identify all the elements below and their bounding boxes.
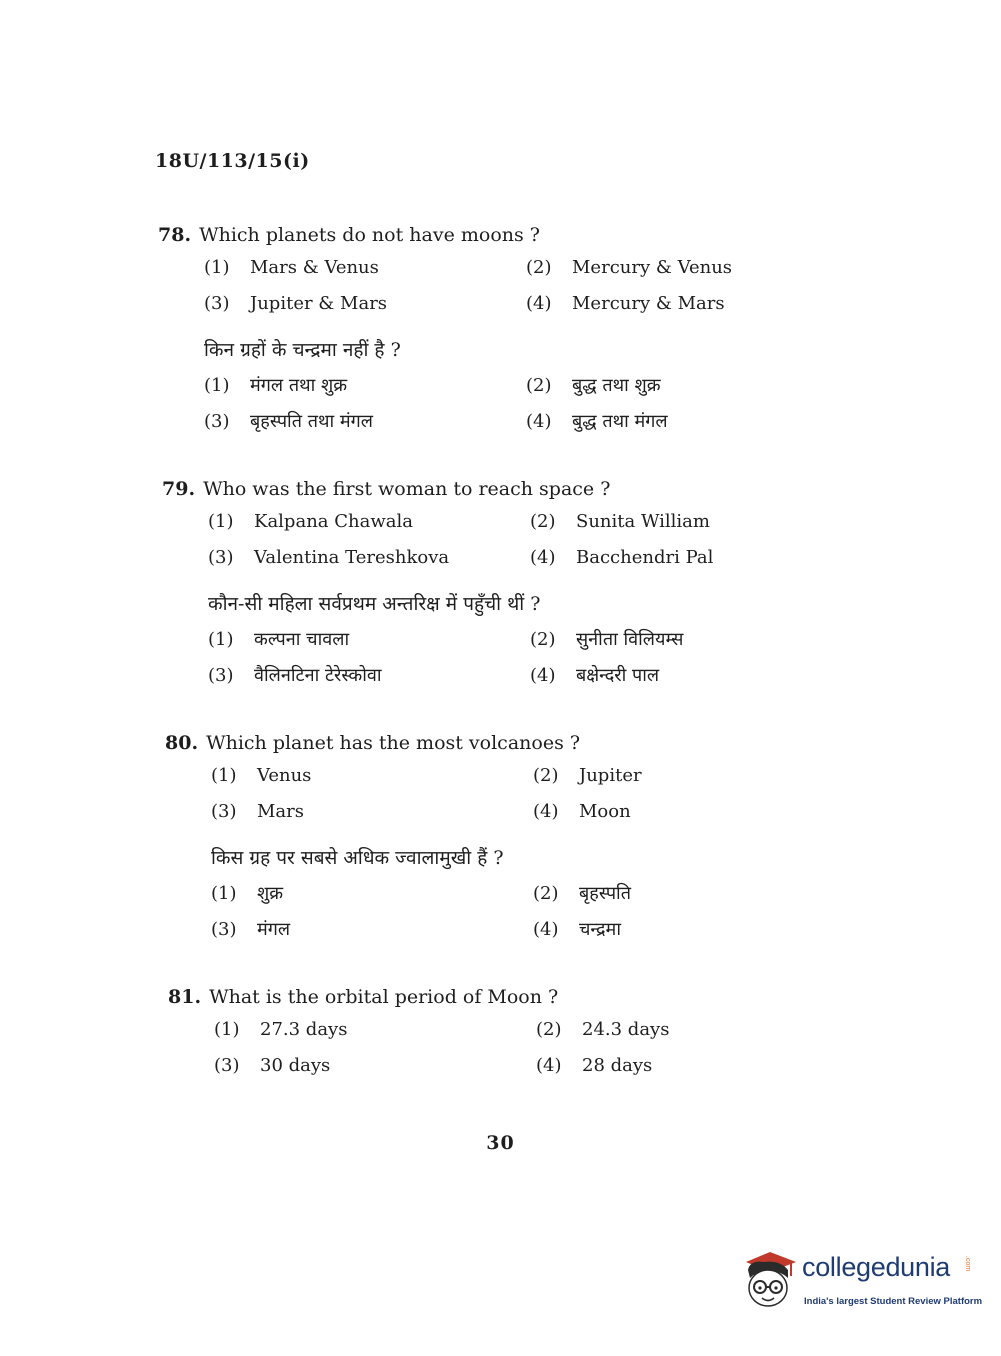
logo-tagline: India's largest Student Review Platform (804, 1296, 983, 1307)
option-3-hindi: (3) बृहस्पति तथा मंगल (204, 411, 373, 432)
question-80 (165, 728, 785, 948)
option-2-hindi: (2) बुद्ध तथा शुक्र (526, 375, 661, 396)
option-4: (4) Moon (533, 801, 631, 822)
question-text: What is the orbital period of Moon ? (209, 986, 559, 1008)
options-hindi (204, 368, 778, 440)
option-1: (1) 27.3 days (214, 1019, 348, 1040)
option-3-hindi: (3) मंगल (211, 919, 291, 940)
question-text: Which planets do not have moons ? (199, 224, 540, 246)
option-4: (4) 28 days (536, 1055, 653, 1076)
option-2-hindi: (2) सुनीता विलियम्स (530, 629, 684, 650)
question-78 (158, 220, 778, 440)
option-3-hindi: (3) वैलिनटिना टेरेस्कोवा (208, 665, 382, 686)
options-english (214, 1012, 788, 1084)
option-3: (3) Mars (211, 801, 305, 822)
option-4-hindi: (4) चन्द्रमा (533, 919, 621, 940)
options-hindi (211, 876, 785, 948)
question-text: Which planet has the most volcanoes ? (206, 732, 581, 754)
options-english (211, 758, 785, 830)
options-hindi (208, 622, 782, 694)
collegedunia-logo (740, 1248, 983, 1318)
options-english (204, 250, 778, 322)
option-3: (3) Valentina Tereshkova (208, 547, 450, 568)
options-english (208, 504, 782, 576)
option-1-hindi: (1) मंगल तथा शुक्र (204, 375, 348, 396)
option-1: (1) Venus (211, 765, 312, 786)
option-2: (2) Jupiter (533, 765, 642, 786)
logo-tld: .com (964, 1256, 971, 1272)
option-3: (3) Jupiter & Mars (204, 293, 388, 314)
question-81 (168, 982, 788, 1084)
option-2: (2) 24.3 days (536, 1019, 670, 1040)
question-text: Who was the first woman to reach space ? (203, 478, 611, 500)
question-number: 81. (168, 986, 202, 1008)
option-4-hindi: (4) बक्षेन्दरी पाल (530, 665, 660, 686)
question-text-hindi: कौन-सी महिला सर्वप्रथम अन्तरिक्ष में पहुँची थीं ? (208, 593, 541, 615)
option-2: (2) Mercury & Venus (526, 257, 733, 278)
question-number: 80. (165, 732, 199, 754)
question-79 (162, 474, 782, 694)
mascot-icon (740, 1248, 798, 1312)
page-number: 30 (486, 1132, 515, 1154)
option-1-hindi: (1) शुक्र (211, 883, 284, 904)
option-1: (1) Mars & Venus (204, 257, 379, 278)
question-number: 78. (158, 224, 192, 246)
paper-code: 18U/113/15(i) (155, 150, 310, 172)
option-2-hindi: (2) बृहस्पति (533, 883, 631, 904)
option-1-hindi: (1) कल्पना चावला (208, 629, 350, 650)
option-3: (3) 30 days (214, 1055, 331, 1076)
option-4: (4) Mercury & Mars (526, 293, 725, 314)
option-1: (1) Kalpana Chawala (208, 511, 413, 532)
question-text-hindi: किस ग्रह पर सबसे अधिक ज्वालामुखी हैं ? (211, 847, 504, 869)
option-4-hindi: (4) बुद्ध तथा मंगल (526, 411, 668, 432)
question-number: 79. (162, 478, 196, 500)
option-4: (4) Bacchendri Pal (530, 547, 714, 568)
option-2: (2) Sunita William (530, 511, 710, 532)
question-text-hindi: किन ग्रहों के चन्द्रमा नहीं है ? (204, 339, 401, 361)
logo-wordmark: collegedunia (802, 1252, 951, 1282)
